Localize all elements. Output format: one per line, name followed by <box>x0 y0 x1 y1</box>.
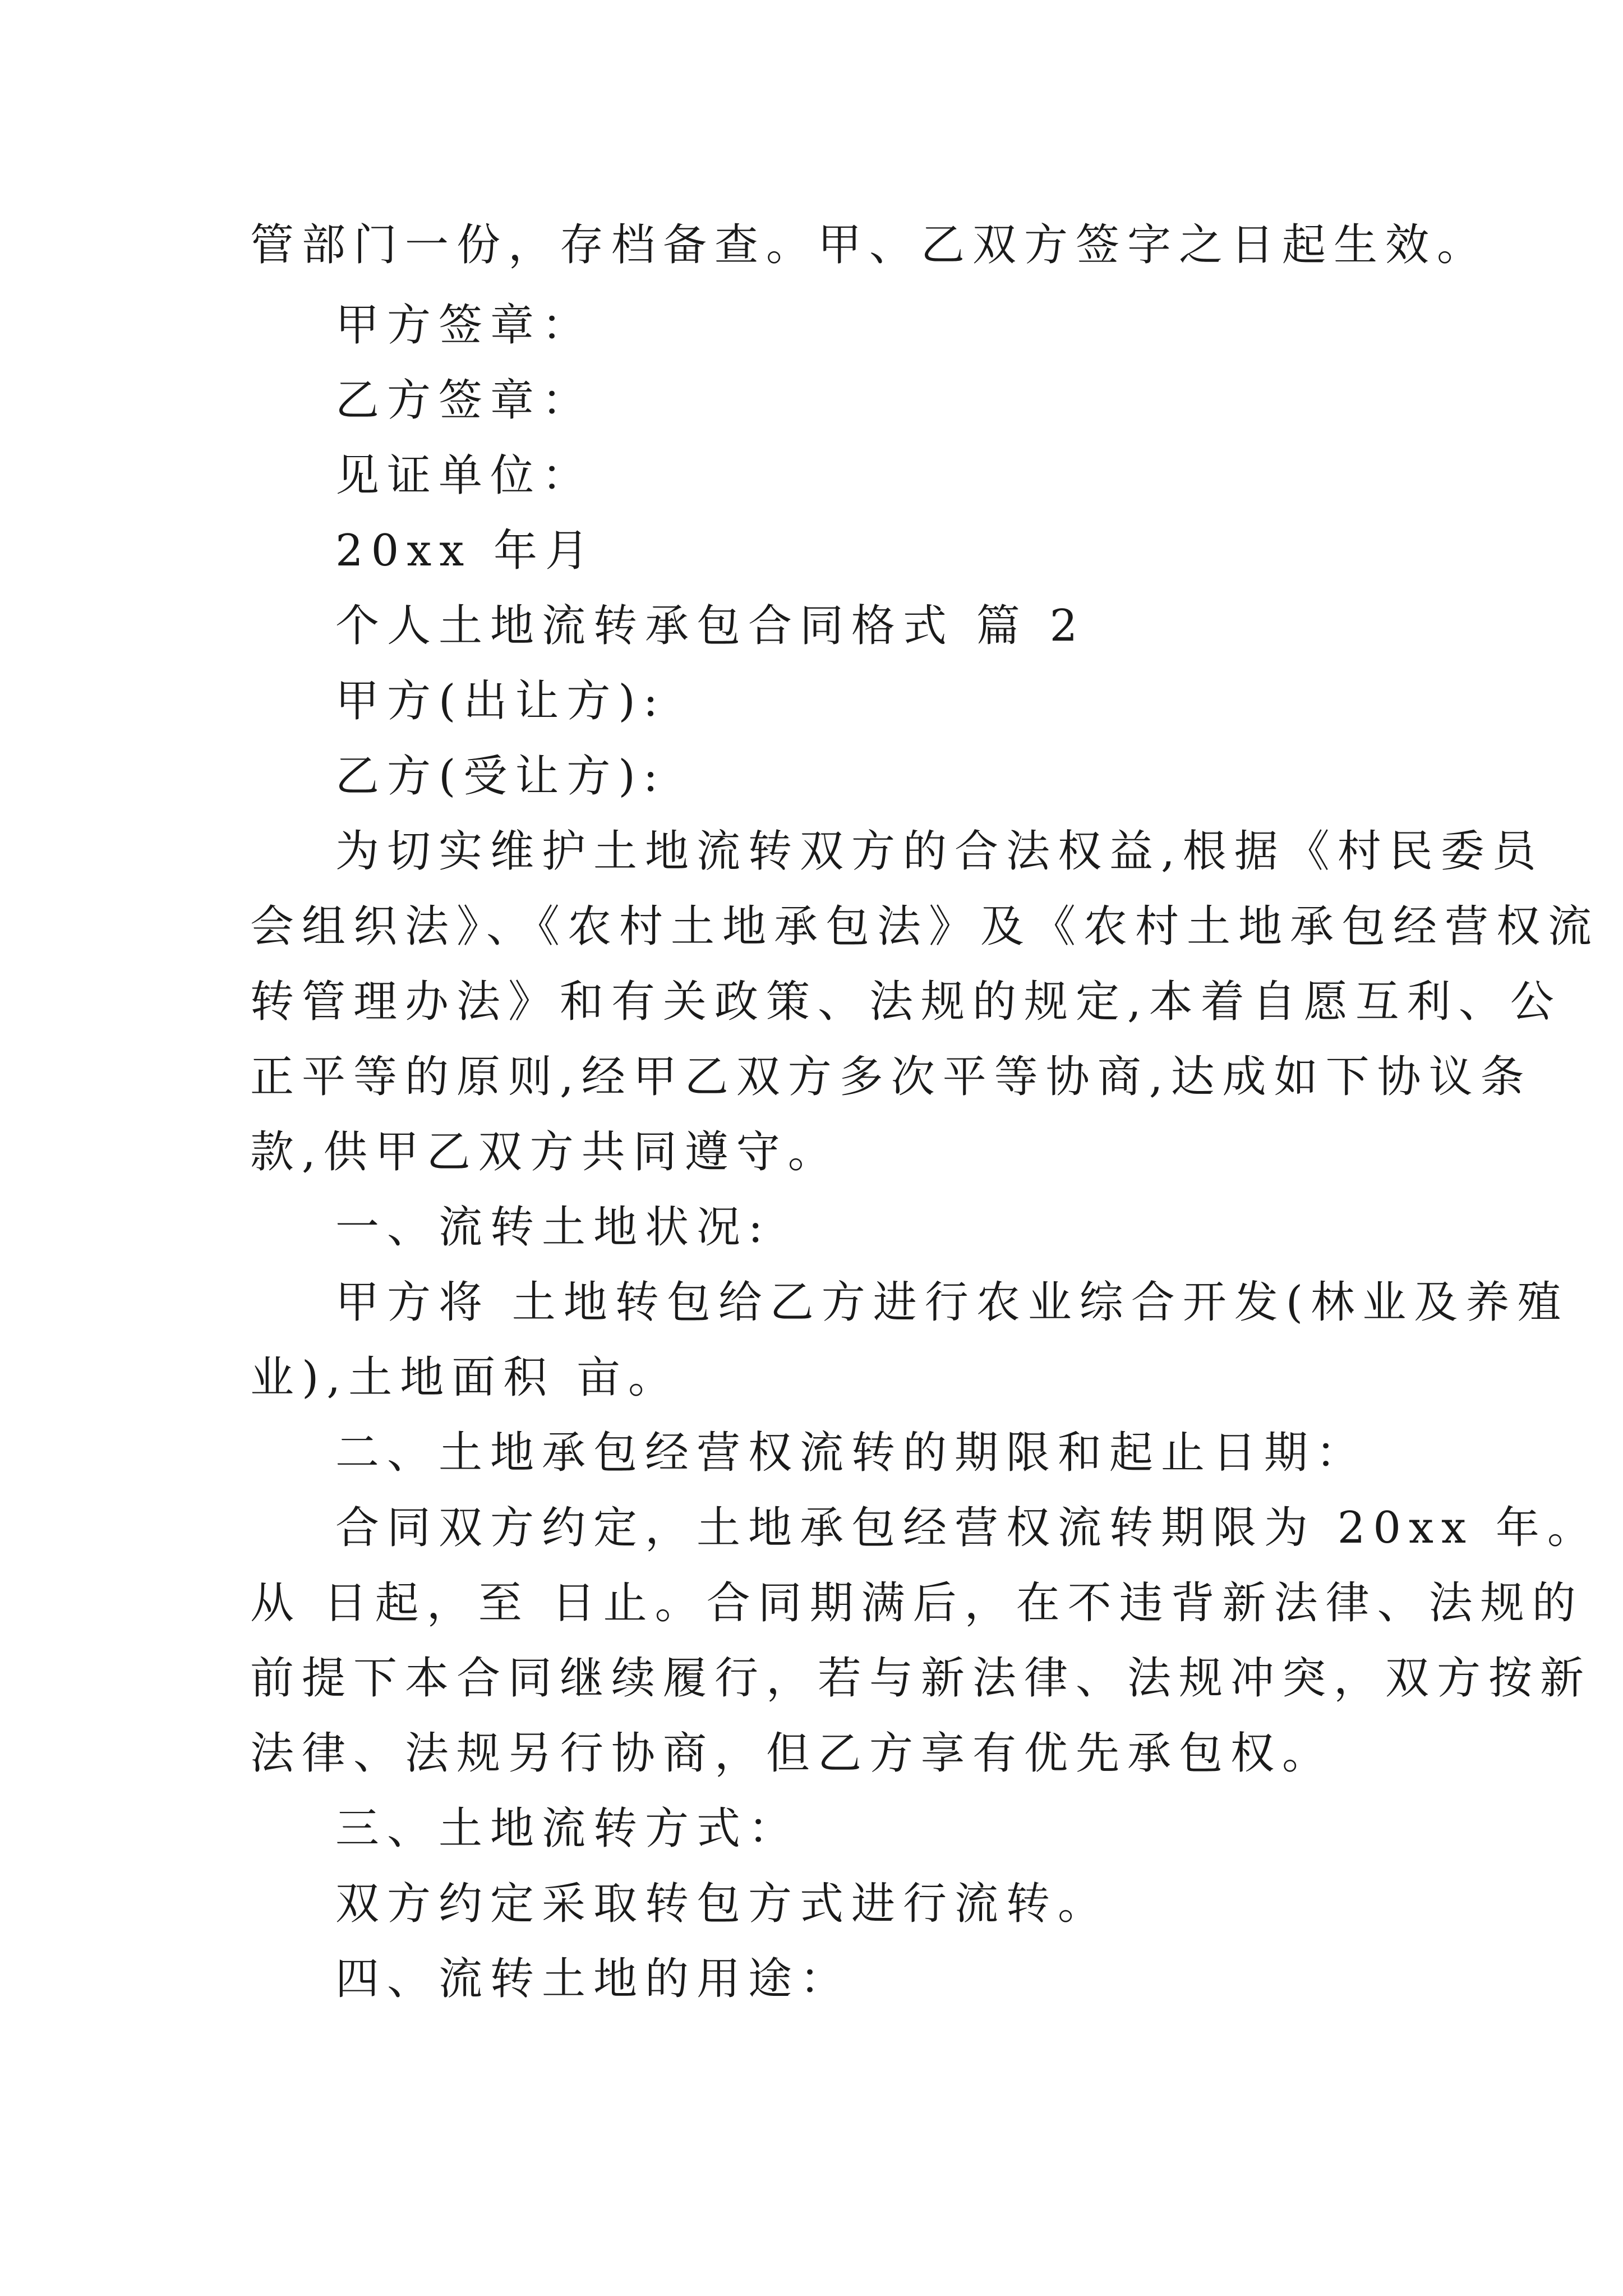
text-line: 管部门一份，存档备查。甲、乙双方签字之日起生效。 <box>250 220 1489 270</box>
text-line: 三、土地流转方式： <box>335 1803 800 1854</box>
text-line: 乙方签章： <box>335 375 594 426</box>
text-line: 个人土地流转承包合同格式 篇 2 <box>335 601 1086 651</box>
text-line: 双方约定采取转包方式进行流转。 <box>335 1879 1110 1929</box>
text-line: 甲方(出让方): <box>335 676 666 726</box>
text-line: 四、流转土地的用途： <box>335 1954 852 2004</box>
text-line: 为切实维护土地流转双方的合法权益,根据《村民委员 <box>335 826 1544 877</box>
text-line: 乙方(受让方): <box>335 751 666 802</box>
text-line: 前提下本合同继续履行，若与新法律、法规冲突，双方按新 <box>250 1653 1592 1704</box>
text-line: 二、土地承包经营权流转的期限和起止日期： <box>335 1428 1368 1478</box>
text-line: 从 日起，至 日止。合同期满后，在不违背新法律、法规的 <box>250 1578 1584 1628</box>
text-line: 见证单位： <box>335 450 594 501</box>
text-line: 款,供甲乙双方共同遵守。 <box>250 1127 840 1177</box>
text-line: 甲方签章： <box>335 300 594 351</box>
text-line: 甲方将 土地转包给乙方进行农业综合开发(林业及养殖 <box>335 1277 1569 1328</box>
text-line: 业),土地面积 亩。 <box>250 1352 680 1403</box>
text-line: 正平等的原则,经甲乙双方多次平等协商,达成如下协议条 <box>250 1052 1532 1102</box>
text-line: 合同双方约定，土地承包经营权流转期限为 20xx 年。 <box>335 1503 1599 1553</box>
text-line: 转管理办法》和有关政策、法规的规定,本着自愿互利、公 <box>250 977 1562 1027</box>
text-line: 20xx 年月 <box>335 526 597 576</box>
text-line: 法律、法规另行协商，但乙方享有优先承包权。 <box>250 1728 1334 1779</box>
text-line: 会组织法》、《农村土地承包法》及《农村土地承包经营权流 <box>250 901 1600 952</box>
text-line: 一、流转土地状况: <box>335 1202 771 1253</box>
